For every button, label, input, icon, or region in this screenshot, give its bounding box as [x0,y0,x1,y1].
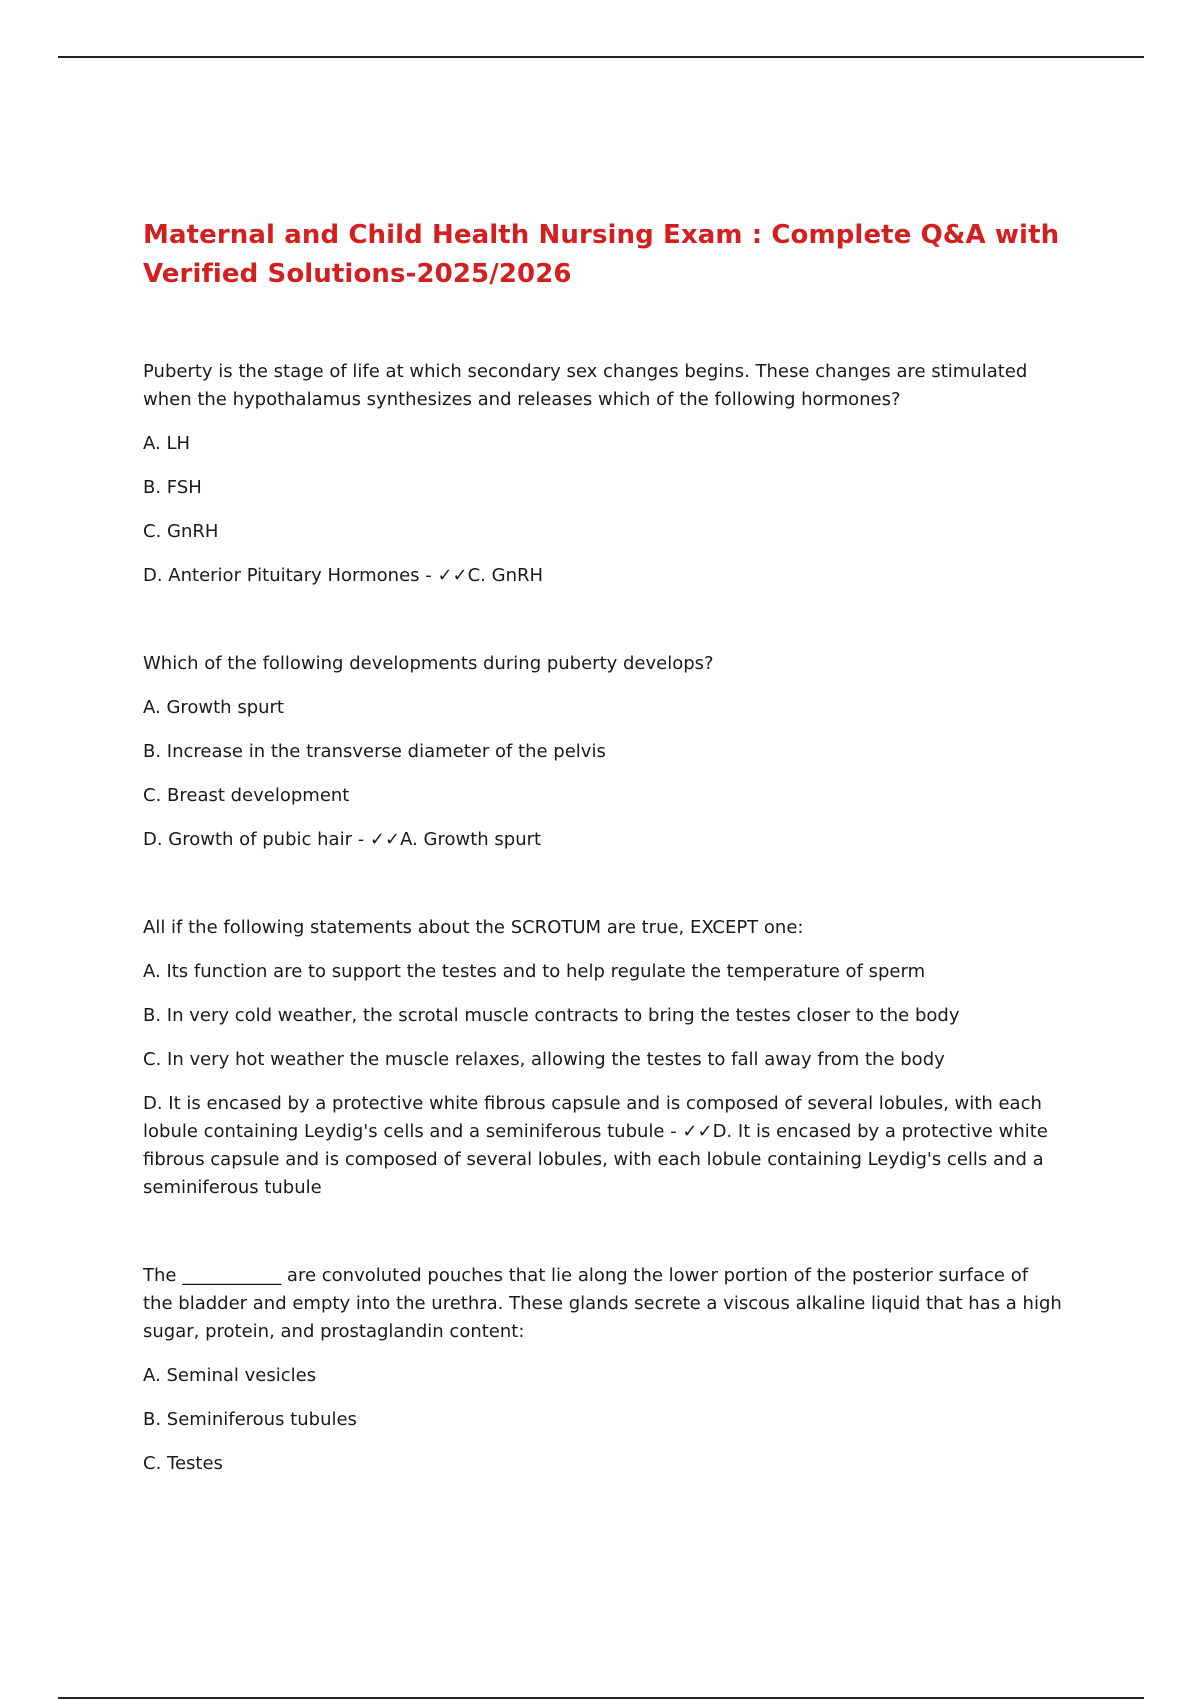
option-b: B. In very cold weather, the scrotal muscle contracts to bring the testes closer to the body [143,1005,960,1026]
option-c: C. Breast development [143,785,350,806]
footer-rule [58,1697,1144,1699]
option-a: A. Its function are to support the testes and to help regulate the temperature of sperm [143,961,926,982]
question-2 [143,650,1063,854]
option-b: B. FSH [143,477,202,498]
document-body [143,216,1063,1478]
option-a: A. LH [143,433,191,454]
spacer [143,854,1063,914]
spacer [143,590,1063,650]
question-3 [143,914,1063,1202]
question-text: The ___________ are convoluted pouches that lie along the lower portion of the posterior surface of the bladder and empty into the urethra. These glands secrete a viscous alkaline liquid that has a high sugar, protein, and prostaglandin content: [143,1265,1062,1342]
question-4 [143,1262,1063,1478]
option-c: C. GnRH [143,521,219,542]
question-text: All if the following statements about the SCROTUM are true, EXCEPT one: [143,917,804,938]
spacer [143,1202,1063,1262]
option-d-with-answer: D. Anterior Pituitary Hormones - ✓✓C. GnRH [143,565,544,586]
question-1 [143,358,1063,590]
option-d-with-answer: D. Growth of pubic hair - ✓✓A. Growth spurt [143,829,542,850]
option-b: B. Increase in the transverse diameter of the pelvis [143,741,606,762]
option-d-with-answer: D. It is encased by a protective white fibrous capsule and is composed of several lobules, with each lobule containing Leydig's cells and a seminiferous tubule - ✓✓D. It is encased by a protective white fibrous capsule and is composed of several lobules, with each lobule containing Leydig's cells and a seminiferous tubule [143,1093,1048,1198]
option-b: B. Seminiferous tubules [143,1409,357,1430]
header-rule [58,56,1144,58]
document-title: Maternal and Child Health Nursing Exam : Complete Q&A with Verified Solutions-2025/2026 [143,220,1060,289]
option-a: A. Growth spurt [143,697,284,718]
option-a: A. Seminal vesicles [143,1365,317,1386]
option-c: C. Testes [143,1453,223,1474]
question-text: Puberty is the stage of life at which secondary sex changes begins. These changes are stimulated when the hypothalamus synthesizes and releases which of the following hormones? [143,361,1028,410]
spacer [143,294,1063,358]
option-c: C. In very hot weather the muscle relaxes, allowing the testes to fall away from the body [143,1049,945,1070]
question-text: Which of the following developments during puberty develops? [143,653,714,674]
